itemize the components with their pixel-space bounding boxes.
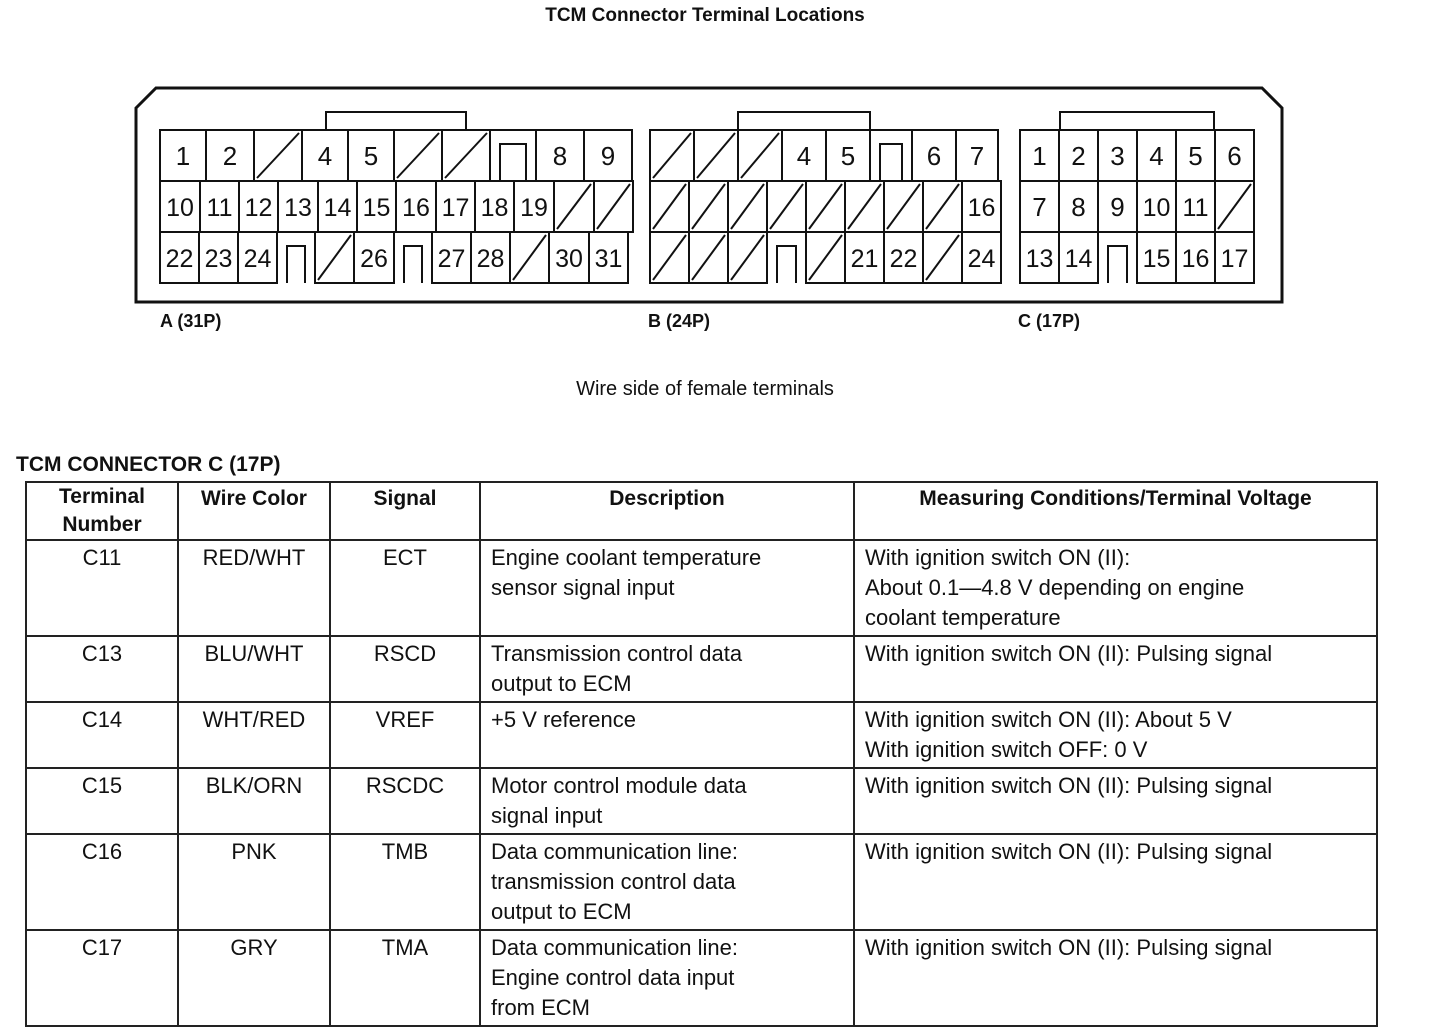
blank-terminal (594, 181, 633, 232)
blank-terminal (884, 181, 923, 232)
terminal-number: 30 (555, 245, 583, 273)
terminal-number: 28 (476, 245, 505, 273)
terminal-number: 12 (244, 194, 273, 222)
blank-terminal (689, 181, 728, 232)
connector-a-label: A (31P) (160, 311, 222, 331)
wire-color-cell: WHT/RED (178, 702, 330, 768)
description-line: Data communication line: (491, 935, 739, 960)
connector-diagram (0, 0, 1440, 340)
blank-terminal (254, 130, 302, 181)
signal-cell: RSCDC (330, 768, 480, 834)
terminal-number: 18 (480, 194, 509, 222)
blank-terminal (728, 232, 767, 283)
description-cell (480, 768, 854, 834)
blank-terminal (738, 130, 782, 181)
terminal-cell (436, 181, 475, 232)
blank-terminal (923, 181, 962, 232)
signal-cell: RSCD (330, 636, 480, 702)
blank-terminal (728, 181, 767, 232)
terminal-cell (357, 181, 396, 232)
terminal-key-notch (1098, 232, 1137, 283)
terminal-cell (318, 181, 357, 232)
blank-terminal (806, 181, 845, 232)
conditions-cell (854, 834, 1377, 930)
terminal-number: 10 (166, 194, 194, 222)
terminal-key-notch (870, 130, 912, 181)
connector-c-label: C (17P) (1018, 311, 1081, 331)
terminal-cell (1098, 130, 1137, 181)
terminal-number: 5 (1188, 141, 1203, 171)
terminal-number: 17 (1220, 245, 1249, 273)
terminal-number: 3 (1110, 141, 1125, 171)
terminal-cell (956, 130, 998, 181)
terminal-cell (302, 130, 348, 181)
description-line: Data communication line: (491, 839, 739, 864)
terminal-cell (1059, 130, 1098, 181)
terminal-cell (884, 232, 923, 283)
terminal-cell (962, 232, 1001, 283)
table-row (26, 834, 1377, 930)
table-row (26, 768, 1377, 834)
terminal-cell (782, 130, 826, 181)
terminal-number: 9 (1110, 192, 1125, 222)
terminal-number: 1 (175, 141, 191, 171)
terminal-number: 2 (1071, 141, 1086, 171)
conditions-line: With ignition switch ON (II): Pulsing signal (865, 839, 1273, 864)
terminal-cell: C15 (26, 768, 178, 834)
terminal-cell (1098, 181, 1137, 232)
description-line: transmission control data (491, 869, 736, 894)
signal-cell: TMA (330, 930, 480, 1026)
wire-color-cell: RED/WHT (178, 540, 330, 636)
description-line: Motor control module data (491, 773, 747, 798)
terminal-cell (826, 130, 870, 181)
terminal-cell (1176, 130, 1215, 181)
table-title: TCM CONNECTOR C (17P) (16, 453, 281, 476)
blank-terminal (694, 130, 738, 181)
terminal-number: 5 (840, 141, 856, 171)
conditions-line: About 0.1—4.8 V depending on engine (865, 575, 1245, 600)
terminal-number: 7 (1032, 192, 1047, 222)
wire-color-cell: PNK (178, 834, 330, 930)
terminal-cell: C17 (26, 930, 178, 1026)
terminal-cell (206, 130, 254, 181)
conditions-line: With ignition switch ON (II): About 5 V (865, 707, 1232, 732)
terminal-cell (912, 130, 956, 181)
blank-terminal (510, 232, 549, 283)
terminal-number: 8 (552, 141, 568, 171)
terminal-cell (589, 232, 628, 283)
terminal-number: 27 (437, 245, 466, 273)
terminal-number: 10 (1142, 194, 1171, 222)
conditions-cell (854, 702, 1377, 768)
terminal-cell: C13 (26, 636, 178, 702)
terminal-key-notch (490, 130, 536, 181)
signal-cell: TMB (330, 834, 480, 930)
terminal-number: 13 (1025, 245, 1054, 273)
conditions-line: coolant temperature (865, 605, 1061, 630)
terminal-number: 24 (243, 245, 272, 273)
wire-color-cell: GRY (178, 930, 330, 1026)
terminal-cell (160, 232, 199, 283)
header-signal: Signal (330, 482, 480, 540)
terminal-cell (239, 181, 278, 232)
terminal-cell (514, 181, 554, 232)
terminal-cell (475, 181, 514, 232)
terminal-cell (1059, 181, 1098, 232)
terminal-number: 24 (967, 245, 996, 273)
blank-terminal (767, 181, 806, 232)
terminal-cell (160, 130, 206, 181)
terminal-number: 11 (1182, 194, 1209, 222)
terminal-cell (432, 232, 471, 283)
conditions-cell (854, 636, 1377, 702)
blank-terminal (650, 232, 689, 283)
terminal-number: 23 (204, 245, 233, 273)
description-line: output to ECM (491, 899, 632, 924)
terminal-cell (160, 181, 200, 232)
terminal-number: 19 (520, 194, 548, 222)
terminal-cell (1020, 232, 1059, 283)
terminal-key-notch (394, 232, 432, 283)
terminal-number: 15 (362, 194, 391, 222)
conditions-line: With ignition switch ON (II): (865, 545, 1131, 570)
terminal-cell (1215, 232, 1254, 283)
description-line: signal input (491, 803, 603, 828)
description-cell (480, 540, 854, 636)
terminal-cell (348, 130, 394, 181)
blank-terminal (442, 130, 490, 181)
description-cell (480, 834, 854, 930)
header-terminal-number: Terminal Number (26, 482, 178, 540)
terminal-number: 26 (360, 245, 388, 273)
terminal-cell (1176, 181, 1215, 232)
description-line: output to ECM (491, 671, 632, 696)
terminal-cell (1137, 130, 1176, 181)
connector-b-label: B (24P) (648, 311, 711, 331)
terminal-cell (1137, 181, 1176, 232)
terminal-number: 6 (1227, 141, 1242, 171)
terminal-number: 4 (1149, 141, 1164, 171)
table-row (26, 636, 1377, 702)
terminal-cell (396, 181, 436, 232)
blank-terminal (650, 130, 694, 181)
description-cell (480, 930, 854, 1026)
terminal-cell (549, 232, 589, 283)
blank-terminal (845, 181, 884, 232)
terminal-number: 8 (1071, 192, 1086, 222)
description-line: Engine coolant temperature (491, 545, 762, 570)
terminal-number: 6 (926, 141, 942, 171)
conditions-cell (854, 768, 1377, 834)
terminal-cell: C11 (26, 540, 178, 636)
conditions-line: With ignition switch ON (II): Pulsing signal (865, 935, 1273, 960)
terminal-number: 11 (206, 194, 233, 222)
description-line: from ECM (491, 995, 590, 1020)
terminal-cell (1215, 130, 1254, 181)
terminal-number: 16 (967, 194, 996, 222)
terminal-cell (1020, 130, 1059, 181)
terminal-number: 4 (317, 141, 333, 171)
terminal-cell (354, 232, 394, 283)
terminal-number: 5 (363, 141, 379, 171)
blank-terminal (315, 232, 354, 283)
terminal-cell (278, 181, 318, 232)
terminal-number: 17 (441, 194, 470, 222)
terminal-cell: C14 (26, 702, 178, 768)
terminal-cell (199, 232, 238, 283)
conditions-line: With ignition switch ON (II): Pulsing signal (865, 641, 1273, 666)
header-measuring-conditions: Measuring Conditions/Terminal Voltage (854, 482, 1377, 540)
blank-terminal (650, 181, 689, 232)
terminal-key-notch (277, 232, 315, 283)
terminal-number: 16 (402, 194, 430, 222)
terminal-cell (238, 232, 277, 283)
terminal-key-notch (767, 232, 806, 283)
terminal-cell (1137, 232, 1176, 283)
blank-terminal (689, 232, 728, 283)
header-description: Description (480, 482, 854, 540)
terminal-cell (200, 181, 239, 232)
terminal-cell (962, 181, 1001, 232)
blank-terminal (394, 130, 442, 181)
terminal-number: 9 (600, 141, 616, 171)
description-line: Transmission control data (491, 641, 743, 666)
description-line: sensor signal input (491, 575, 675, 600)
terminal-number: 13 (284, 194, 312, 222)
conditions-line: With ignition switch OFF: 0 V (865, 737, 1148, 762)
blank-terminal (1215, 181, 1254, 232)
blank-terminal (554, 181, 594, 232)
terminal-number: 16 (1181, 245, 1210, 273)
signal-cell: VREF (330, 702, 480, 768)
diagram-caption: Wire side of female terminals (576, 378, 834, 400)
description-cell (480, 636, 854, 702)
terminal-table (25, 481, 1378, 1027)
description-cell (480, 702, 854, 768)
terminal-number: 1 (1032, 141, 1047, 171)
table-row (26, 702, 1377, 768)
wire-color-cell: BLU/WHT (178, 636, 330, 702)
terminal-cell (1020, 181, 1059, 232)
wire-color-cell: BLK/ORN (178, 768, 330, 834)
terminal-cell: C16 (26, 834, 178, 930)
terminal-number: 4 (796, 141, 812, 171)
description-line: Engine control data input (491, 965, 735, 990)
conditions-cell (854, 930, 1377, 1026)
table-row (26, 540, 1377, 636)
terminal-cell (1176, 232, 1215, 283)
terminal-number: 21 (850, 245, 879, 273)
terminal-number: 14 (1064, 245, 1093, 273)
terminal-number: 22 (165, 245, 194, 273)
table-header-row (26, 482, 1377, 540)
conditions-cell (854, 540, 1377, 636)
blank-terminal (923, 232, 962, 283)
terminal-number: 22 (889, 245, 918, 273)
terminal-number: 31 (594, 245, 623, 273)
conditions-line: With ignition switch ON (II): Pulsing signal (865, 773, 1273, 798)
description-line: +5 V reference (491, 707, 636, 732)
terminal-cell (536, 130, 584, 181)
terminal-cell (845, 232, 884, 283)
terminal-cell (471, 232, 510, 283)
terminal-number: 2 (222, 141, 238, 171)
terminal-number: 14 (323, 194, 352, 222)
terminal-cell (584, 130, 632, 181)
terminal-number: 15 (1142, 245, 1171, 273)
signal-cell: ECT (330, 540, 480, 636)
terminal-number: 7 (969, 141, 985, 171)
table-row (26, 930, 1377, 1026)
header-wire-color: Wire Color (178, 482, 330, 540)
diagram-title: TCM Connector Terminal Locations (545, 5, 865, 26)
blank-terminal (806, 232, 845, 283)
terminal-cell (1059, 232, 1098, 283)
